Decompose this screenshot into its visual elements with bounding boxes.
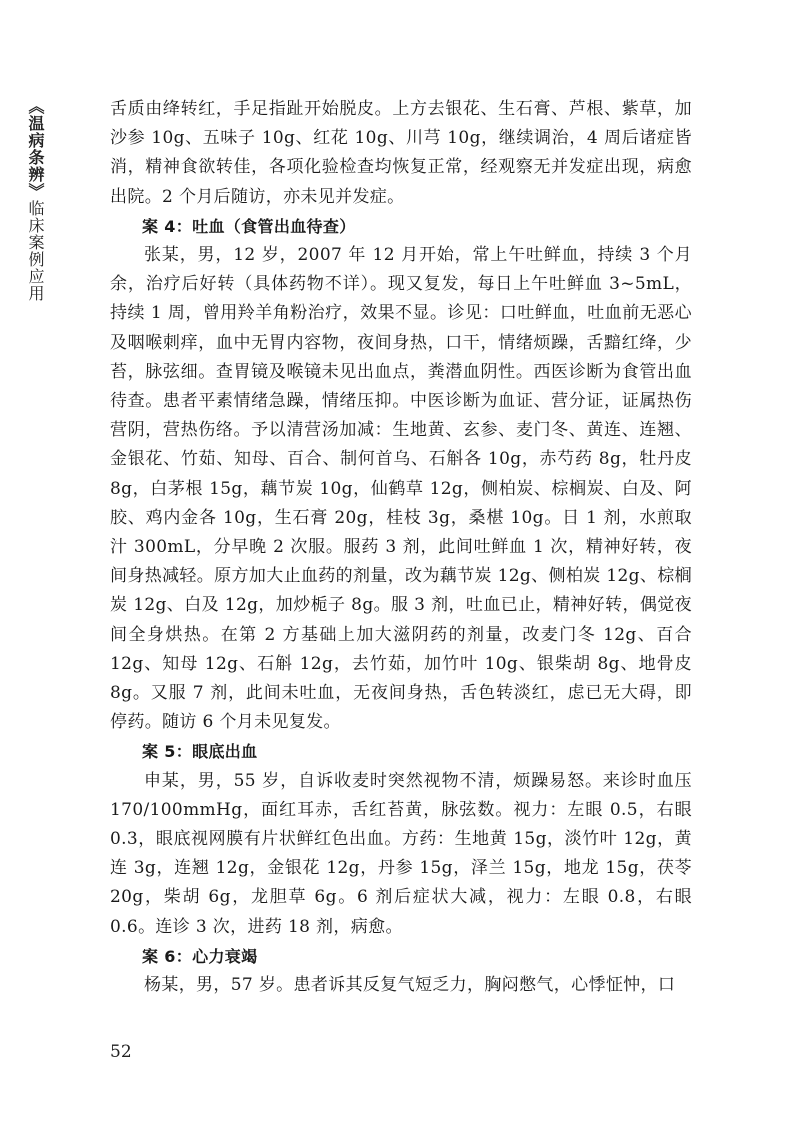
case-4-heading: 案 4：吐血（食管出血待查） [142,216,356,236]
page-body [110,95,692,1000]
case-6-heading: 案 6：心力衰竭 [142,946,258,966]
case-4-paragraph: 张某，男，12 岁，2007 年 12 月开始，常上午吐鲜血，持续 3 个月余，治疗后好转（具体药物不详）。现又复发，每日上午吐鲜血 3~5mL，持续 1 周，曾用羚羊角粉治疗，效果不显。诊见：口吐鲜血，吐血前无恶心及咽喉刺痒，血中无胃内容物，夜间身热，口干，情绪烦躁，舌黯红绛，少苔，脉弦细。查胃镜及喉镜未见出血点，粪潜血阴性。西医诊断为食管出血待查。患者平素情绪急躁，情绪压抑。中医诊断为血证、营分证，证属热伤营阴，营热伤络。予以清营汤加减：生地黄、玄参、麦门冬、黄连、连翘、金银花、竹茹、知母、百合、制何首乌、石斛各 10g，赤芍药 8g，牡丹皮 8g，白茅根 15g，藕节炭 10g，仙鹤草 12g，侧柏炭、棕榈炭、白及、阿胶、鸡内金各 10g，生石膏 20g，桂枝 3g，桑椹 10g。日 1 剂，水煎取汁 300mL，分早晚 2 次服。服药 3 剂，此间吐鲜血 1 次，精神好转，夜间身热减轻。原方加大止血药的剂量，改为藕节炭 12g、侧柏炭 12g、棕榈炭 12g、白及 12g，加炒栀子 8g。服 3 剂，吐血已止，精神好转，偶觉夜间全身烘热。在第 2 方基础上加大滋阴药的剂量，改麦门冬 12g、百合 12g、知母 12g、石斛 12g，去竹茹，加竹叶 10g、银柴胡 8g、地骨皮 8g。又服 7 剂，此间未吐血，无夜间身热，舌色转淡红，虑已无大碍，即停药。随访 6 个月未见复发。 [110,245,692,733]
book-title: 《温病条辨》 [26,98,45,200]
book-side-title [22,98,48,302]
case-5-paragraph: 申某，男，55 岁，自诉收麦时突然视物不清，烦躁易怒。来诊时血压 170/100mmHg，面红耳赤，舌红苔黄，脉弦数。视力：左眼 0.5，右眼 0.3，眼底视网膜有片状鲜红色出血。方药：生地黄 15g，淡竹叶 12g，黄连 3g，连翘 12g，金银花 12g，丹参 15g，泽兰 15g，地龙 15g，茯苓 20g，柴胡 6g，龙胆草 6g。6 剂后症状大减，视力：左眼 0.8，右眼 0.6。连诊 3 次，进药 18 剂，病愈。 [110,770,692,937]
paragraph-continued: 舌质由绛转红，手足指趾开始脱皮。上方去银花、生石膏、芦根、紫草，加沙参 10g、五味子 10g、红花 10g、川芎 10g，继续调治，4 周后诸症皆消，精神食欲转佳，各项化验检查均恢复正常，经观察无并发症出现，病愈出院。2 个月后随访，亦未见并发症。 [110,99,692,207]
book-subtitle: 临床案例应用 [26,200,45,302]
page-number: 52 [110,1042,132,1062]
case-6-paragraph: 杨某，男，57 岁。患者诉其反复气短乏力，胸闷憋气，心悸怔忡，口 [144,975,676,996]
case-5-heading: 案 5：眼底出血 [142,742,258,762]
